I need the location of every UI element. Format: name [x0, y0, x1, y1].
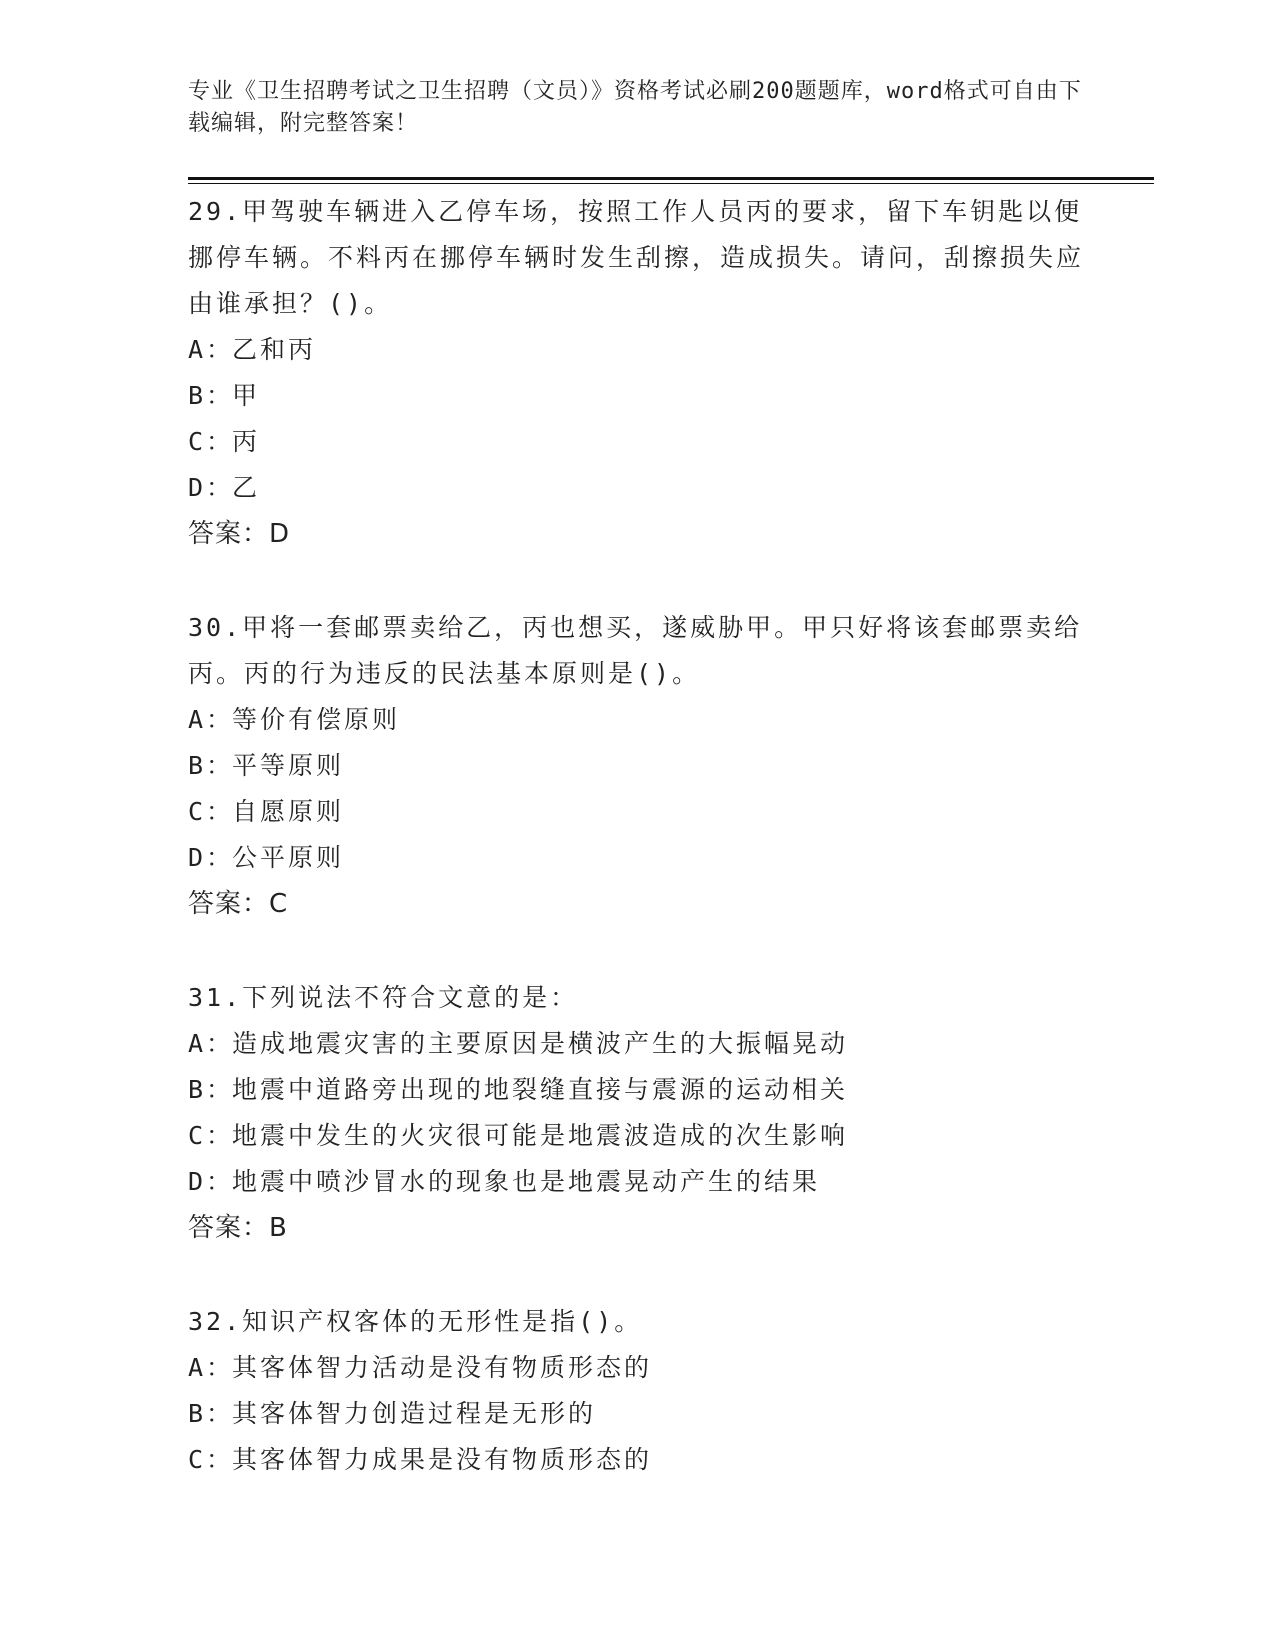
option-key: C：	[188, 797, 235, 826]
option-text: 乙	[232, 473, 261, 502]
header-rule-thick	[188, 177, 1154, 180]
option-key: A：	[188, 1353, 235, 1382]
option-key: B：	[188, 1399, 235, 1428]
option-text: 造成地震灾害的主要原因是横波产生的大振幅晃动	[232, 1029, 849, 1058]
option-b	[188, 743, 1088, 789]
option-key: A：	[188, 335, 235, 364]
option-text: 地震中道路旁出现的地裂缝直接与震源的运动相关	[232, 1075, 849, 1104]
question-stem: 30.甲将一套邮票卖给乙，丙也想买，遂威胁甲。甲只好将该套邮票卖给丙。丙的行为违反的民法基本原则是()。	[188, 613, 1083, 688]
option-key: D：	[188, 473, 235, 502]
question-31	[188, 975, 1088, 1251]
question-list	[188, 189, 1088, 1531]
option-key: A：	[188, 705, 235, 734]
option-key: C：	[188, 427, 235, 456]
option-c	[188, 419, 1088, 465]
option-key: C：	[188, 1121, 235, 1150]
option-b	[188, 1067, 1088, 1113]
option-key: B：	[188, 751, 235, 780]
option-d	[188, 465, 1088, 511]
option-c	[188, 1437, 1088, 1483]
option-text: 自愿原则	[232, 797, 345, 826]
option-key: A：	[188, 1029, 235, 1058]
option-a	[188, 1021, 1088, 1067]
option-c	[188, 1113, 1088, 1159]
question-stem: 31.下列说法不符合文意的是：	[188, 983, 579, 1012]
option-text: 甲	[232, 381, 261, 410]
answer-line: 答案：C	[188, 889, 289, 919]
option-c	[188, 789, 1088, 835]
option-text: 其客体智力成果是没有物质形态的	[232, 1445, 653, 1474]
option-text: 丙	[232, 427, 261, 456]
option-text: 其客体智力活动是没有物质形态的	[232, 1353, 653, 1382]
option-text: 平等原则	[232, 751, 345, 780]
question-29	[188, 189, 1088, 557]
question-32	[188, 1299, 1088, 1483]
option-key: C：	[188, 1445, 235, 1474]
question-30	[188, 605, 1088, 927]
option-key: D：	[188, 843, 235, 872]
option-a	[188, 327, 1088, 373]
option-b	[188, 1391, 1088, 1437]
question-stem: 32.知识产权客体的无形性是指()。	[188, 1307, 643, 1336]
option-text: 等价有偿原则	[232, 705, 401, 734]
option-key: B：	[188, 381, 235, 410]
option-text: 乙和丙	[232, 335, 317, 364]
option-text: 其客体智力创造过程是无形的	[232, 1399, 597, 1428]
option-text: 地震中发生的火灾很可能是地震波造成的次生影响	[232, 1121, 849, 1150]
option-a	[188, 1345, 1088, 1391]
question-stem: 29.甲驾驶车辆进入乙停车场，按照工作人员丙的要求，留下车钥匙以便挪停车辆。不料丙在挪停车辆时发生刮擦，造成损失。请问，刮擦损失应由谁承担？()。	[188, 197, 1085, 318]
document-header: 专业《卫生招聘考试之卫生招聘（文员）》资格考试必刷200题题库，word格式可自由下载编辑，附完整答案！	[188, 79, 1082, 136]
answer-line: 答案：D	[188, 519, 291, 549]
option-text: 公平原则	[232, 843, 345, 872]
option-key: D：	[188, 1167, 235, 1196]
option-a	[188, 697, 1088, 743]
option-d	[188, 1159, 1088, 1205]
option-key: B：	[188, 1075, 235, 1104]
option-b	[188, 373, 1088, 419]
option-text: 地震中喷沙冒水的现象也是地震晃动产生的结果	[232, 1167, 821, 1196]
answer-line: 答案：B	[188, 1213, 288, 1243]
header-rule-thin	[188, 183, 1154, 184]
option-d	[188, 835, 1088, 881]
